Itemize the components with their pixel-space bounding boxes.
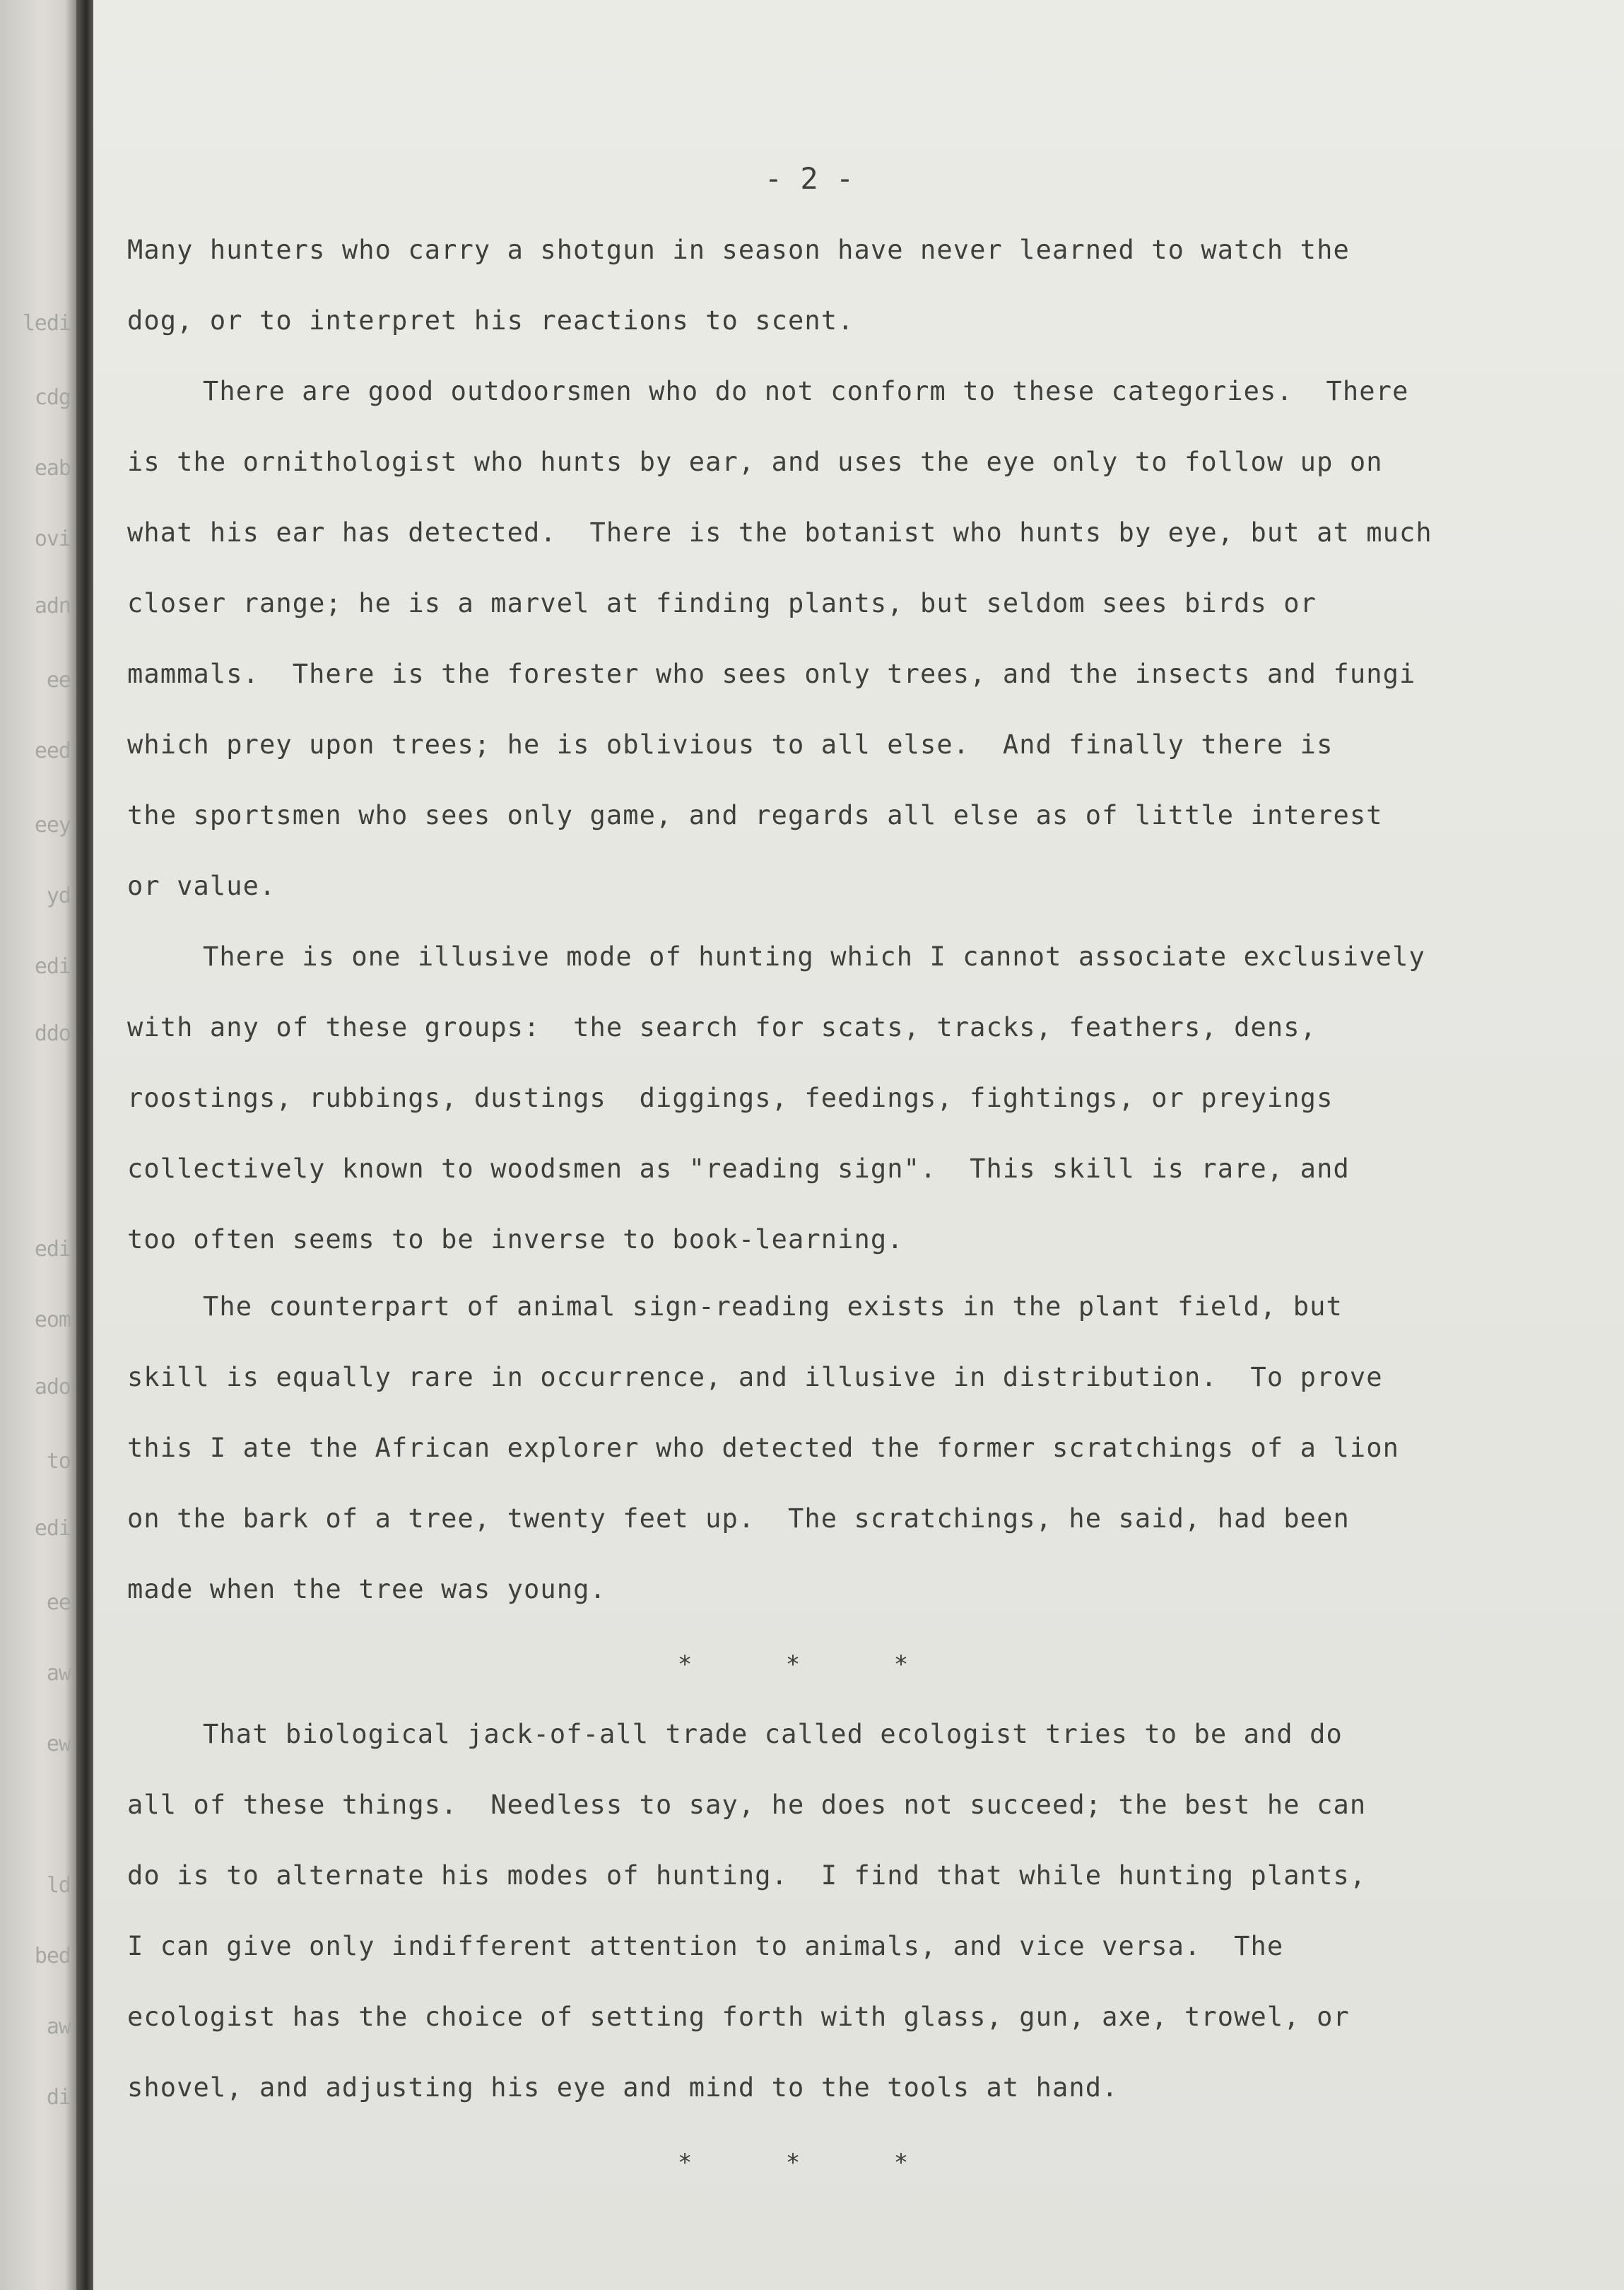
text-line: this I ate the African explorer who detected the former scratchings of a lion [127, 1433, 1399, 1463]
page-number: - 2 - [764, 161, 854, 196]
section-separator: * * * [677, 2149, 948, 2177]
text-line: is the ornithologist who hunts by ear, and uses the eye only to follow up on [127, 447, 1383, 477]
bleed-text: yd [46, 883, 71, 908]
bleed-text: ew [46, 1732, 71, 1756]
text-line: That biological jack-of-all trade called ecologist tries to be and do [203, 1719, 1343, 1749]
bleed-text: bed [34, 1944, 71, 1968]
text-line: with any of these groups: the search for scats, tracks, feathers, dens, [127, 1012, 1317, 1043]
text-line: on the bark of a tree, twenty feet up. The scratchings, he said, had been [127, 1503, 1350, 1534]
text-line: all of these things. Needless to say, he does not succeed; the best he can [127, 1790, 1367, 1820]
text-line: mammals. There is the forester who sees only trees, and the insects and fungi [127, 659, 1416, 689]
text-line: ecologist has the choice of setting forth with glass, gun, axe, trowel, or [127, 2002, 1350, 2032]
bleed-text: eed [34, 739, 71, 763]
bleed-text: to [46, 1449, 71, 1474]
text-line: Many hunters who carry a shotgun in season have never learned to watch the [127, 235, 1350, 265]
text-line: closer range; he is a marvel at finding plants, but seldom sees birds or [127, 588, 1317, 618]
typewritten-page [93, 0, 1624, 2290]
text-line: or value. [127, 871, 276, 901]
text-line: what his ear has detected. There is the botanist who hunts by eye, but at much [127, 517, 1432, 548]
bleed-text: ado [34, 1375, 71, 1399]
text-line: skill is equally rare in occurrence, and illusive in distribution. To prove [127, 1362, 1383, 1392]
bleed-text: edi [34, 1237, 71, 1262]
text-line: There is one illusive mode of hunting which I cannot associate exclusively [203, 941, 1425, 972]
bleed-text: di [46, 2085, 71, 2110]
text-line: made when the tree was young. [127, 1574, 606, 1604]
bleed-text: eey [34, 813, 71, 838]
bleed-text: ee [46, 1590, 71, 1615]
bleed-text: adn [34, 594, 71, 618]
adjacent-page-edge [0, 0, 76, 2290]
bleed-text: aw [46, 1661, 71, 1686]
bleed-text: ledi [22, 311, 71, 336]
bleed-text: cdg [34, 385, 71, 410]
bleed-text: ld [46, 1873, 71, 1898]
text-line: dog, or to interpret his reactions to scent. [127, 305, 854, 336]
bleed-text: eab [34, 456, 71, 481]
text-line: do is to alternate his modes of hunting. I find that while hunting plants, [127, 1860, 1367, 1891]
bleed-text: eom [34, 1308, 71, 1332]
bleed-text: edi [34, 1516, 71, 1541]
text-line: collectively known to woodsmen as "reading sign". This skill is rare, and [127, 1153, 1350, 1184]
section-separator: * * * [677, 1650, 948, 1679]
bleed-text: ddo [34, 1021, 71, 1046]
text-line: shovel, and adjusting his eye and mind to the tools at hand. [127, 2072, 1119, 2103]
text-line: roostings, rubbings, dustings diggings, feedings, fightings, or preyings [127, 1083, 1334, 1113]
bleed-text: ee [46, 668, 71, 693]
text-line: too often seems to be inverse to book-learning. [127, 1224, 904, 1255]
bleed-text: aw [46, 2014, 71, 2039]
text-line: which prey upon trees; he is oblivious to all else. And finally there is [127, 729, 1334, 760]
text-line: I can give only indifferent attention to animals, and vice versa. The [127, 1931, 1284, 1961]
text-line: There are good outdoorsmen who do not conform to these categories. There [203, 376, 1409, 406]
bleed-text: edi [34, 954, 71, 979]
bleed-text: ovi [34, 527, 71, 551]
text-line: The counterpart of animal sign-reading exists in the plant field, but [203, 1291, 1343, 1322]
text-line: the sportsmen who sees only game, and regards all else as of little interest [127, 800, 1383, 830]
